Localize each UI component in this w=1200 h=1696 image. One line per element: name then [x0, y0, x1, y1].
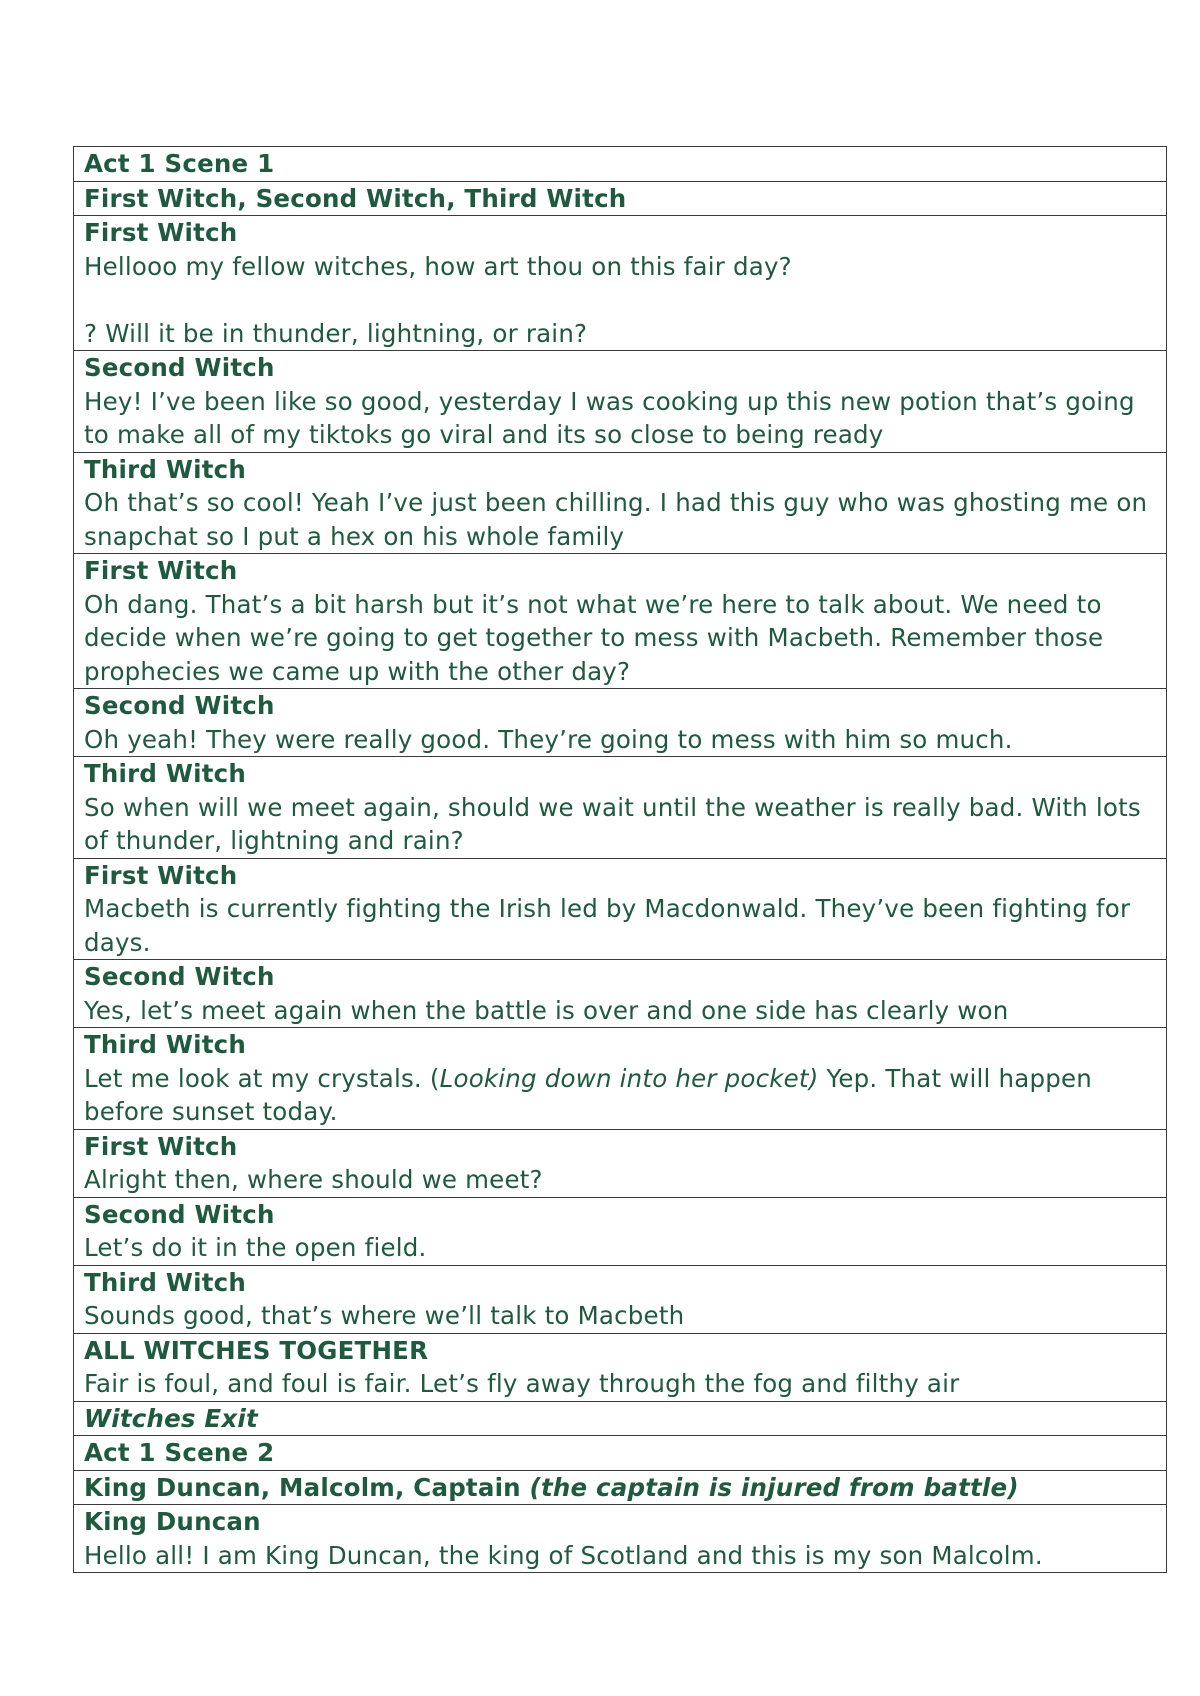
characters-cell — [74, 1470, 1167, 1505]
table-row — [74, 452, 1167, 554]
table-row — [74, 1401, 1167, 1436]
speaker-name: Second Witch — [84, 962, 275, 991]
dialogue-cell — [74, 1505, 1167, 1573]
characters-cell — [74, 181, 1167, 216]
dialogue-text: Fair is foul, and foul is fair. Let’s fly away through the fog and filthy air — [84, 1369, 960, 1398]
table-row — [74, 1197, 1167, 1265]
table-row — [74, 1265, 1167, 1333]
dialogue-cell — [74, 960, 1167, 1028]
character-list: King Duncan, Malcolm, Captain — [84, 1472, 530, 1502]
dialogue-cell — [74, 689, 1167, 757]
speaker-name: Second Witch — [84, 1199, 275, 1229]
table-row — [74, 147, 1167, 182]
dialogue-text: Yes, let’s meet again when the battle is over and one side has clearly won — [84, 995, 1009, 1025]
script-table — [73, 146, 1167, 1573]
speaker-name: Third Witch — [84, 454, 247, 484]
table-row — [74, 858, 1167, 960]
speaker-name: First Witch — [84, 218, 238, 247]
speaker-name: King Duncan — [84, 1507, 261, 1536]
dialogue-text: Hellooo my fellow witches, how art thou on this fair day? — [84, 251, 792, 281]
dialogue-text: Sounds good, that’s where we’ll talk to Macbeth — [84, 1301, 685, 1330]
table-row — [74, 1436, 1167, 1471]
scene-heading-cell — [74, 1436, 1167, 1471]
dialogue-text: Oh yeah! They were really good. They’re going to mess with him so much. — [84, 724, 1013, 754]
dialogue-cell — [74, 858, 1167, 960]
dialogue-cell — [74, 216, 1167, 351]
speaker-name: First Witch — [84, 556, 238, 585]
dialogue-text: ? Will it be in thunder, lightning, or rain? — [84, 318, 588, 348]
table-row — [74, 1028, 1167, 1130]
dialogue-cell — [74, 452, 1167, 554]
dialogue-text: Yep. That will happen before sunset today. — [84, 1063, 1092, 1126]
dialogue-text: Macbeth is currently fighting the Irish led by Macdonwald. They’ve been fighting for days. — [84, 894, 1131, 957]
speaker-name: First Witch — [84, 1131, 238, 1161]
character-list: First Witch, Second Witch, Third Witch — [84, 183, 627, 213]
speaker-name: First Witch — [84, 860, 238, 890]
table-row — [74, 554, 1167, 689]
table-row — [74, 1333, 1167, 1401]
dialogue-cell — [74, 1333, 1167, 1401]
speaker-name: Second Witch — [84, 353, 275, 382]
table-row — [74, 181, 1167, 216]
speaker-name: Second Witch — [84, 691, 275, 720]
speaker-name: Third Witch — [84, 759, 247, 788]
dialogue-text: Let me look at my crystals. ( — [84, 1063, 440, 1093]
dialogue-cell — [74, 1129, 1167, 1197]
blank-line — [84, 283, 1156, 317]
dialogue-cell — [74, 554, 1167, 689]
dialogue-text: Hey! I’ve been like so good, yesterday I was cooking up this new potion that’s going to make all of my tiktoks go viral and its so close to being ready — [84, 386, 1135, 449]
speaker-name: Third Witch — [84, 1267, 247, 1297]
table-row — [74, 1505, 1167, 1573]
table-row — [74, 1470, 1167, 1505]
dialogue-cell — [74, 757, 1167, 859]
stage-direction-inline: (the captain is injured from battle) — [529, 1472, 1019, 1502]
scene-heading: Act 1 Scene 1 — [84, 149, 275, 178]
table-row — [74, 216, 1167, 351]
dialogue-cell — [74, 351, 1167, 453]
speaker-name: ALL WITCHES TOGETHER — [84, 1335, 429, 1365]
table-row — [74, 757, 1167, 859]
dialogue-text: So when will we meet again, should we wait until the weather is really bad. With lots of thunder, lightning and rain? — [84, 792, 1141, 855]
dialogue-cell — [74, 1265, 1167, 1333]
stage-direction: Witches Exit — [84, 1403, 258, 1433]
dialogue-text: Oh dang. That’s a bit harsh but it’s not what we’re here to talk about. We need to decide when we’re going to get together to mess with Macbeth. Remember those prophecies we came up with the other day? — [84, 589, 1104, 686]
dialogue-cell — [74, 1028, 1167, 1130]
speaker-name: Third Witch — [84, 1030, 247, 1059]
dialogue-text: Let’s do it in the open field. — [84, 1233, 427, 1262]
table-row — [74, 1129, 1167, 1197]
table-row — [74, 351, 1167, 453]
dialogue-cell — [74, 1197, 1167, 1265]
stage-direction-cell — [74, 1401, 1167, 1436]
scene-heading: Act 1 Scene 2 — [84, 1438, 275, 1467]
dialogue-text: Oh that’s so cool! Yeah I’ve just been chilling. I had this guy who was ghosting me on snapchat so I put a hex on his whole family — [84, 488, 1148, 551]
dialogue-text: Hello all! I am King Duncan, the king of Scotland and this is my son Malcolm. — [84, 1540, 1043, 1570]
table-row — [74, 689, 1167, 757]
scene-heading-cell — [74, 147, 1167, 182]
dialogue-text: Alright then, where should we meet? — [84, 1165, 543, 1194]
table-row — [74, 960, 1167, 1028]
stage-direction-inline: Looking down into her pocket) — [439, 1063, 819, 1093]
